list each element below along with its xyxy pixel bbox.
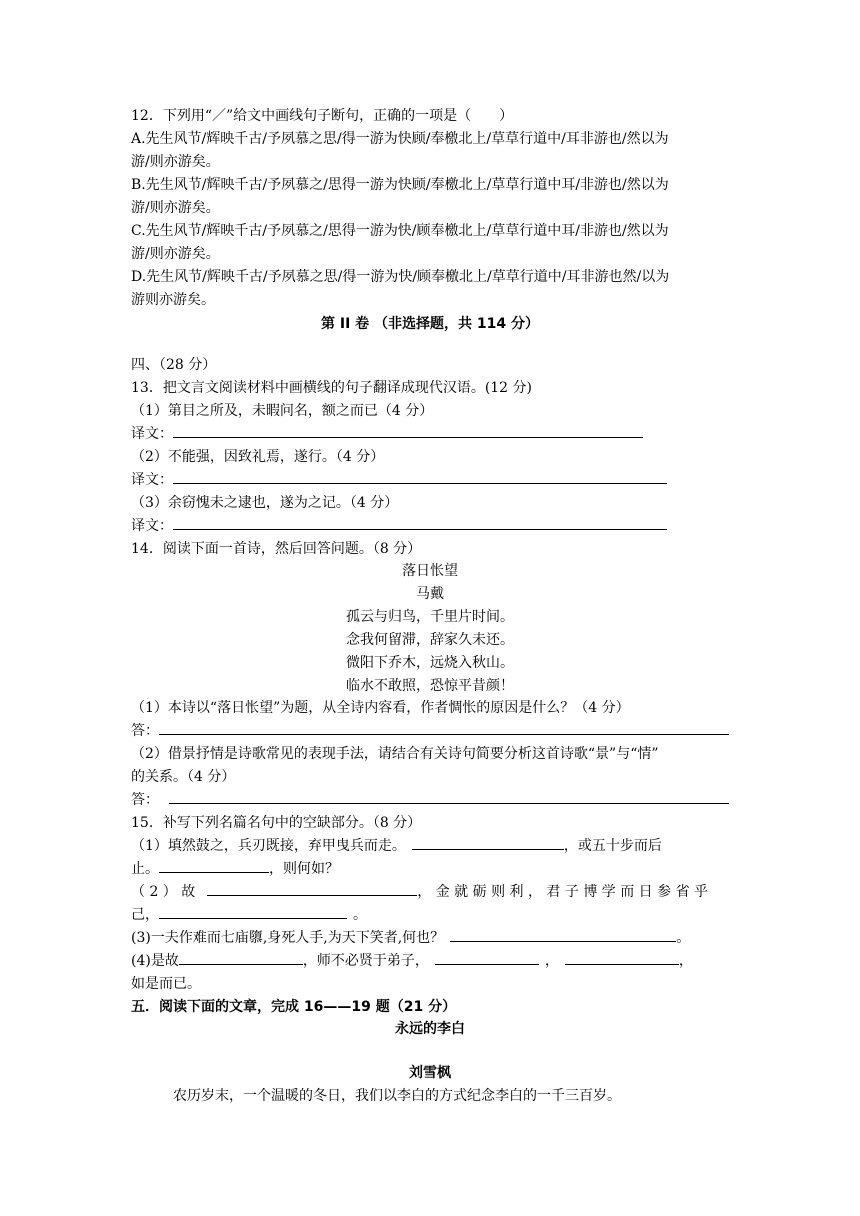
q15-text: ，师不必贤于弟子， bbox=[302, 953, 429, 969]
q15-line1 bbox=[131, 835, 662, 857]
q15-line3 bbox=[131, 881, 708, 903]
q13-answer2 bbox=[131, 469, 667, 491]
q12-option-b-line2: 游/则亦游矣。 bbox=[131, 200, 220, 216]
q12-option-c-line1: C.先生风节/辉映千古/予夙慕之/思得一游为快/顾奉檄北上/草草行道中耳/非游也/然以为 bbox=[131, 223, 669, 239]
q12-option-d-line2: 游则亦游矣。 bbox=[131, 292, 215, 308]
fill-blank[interactable] bbox=[159, 858, 269, 873]
translation-label: 译文： bbox=[131, 426, 173, 442]
fill-blank[interactable] bbox=[179, 950, 303, 965]
answer-line[interactable] bbox=[173, 469, 667, 484]
q12-option-a-line2: 游/则亦游矣。 bbox=[131, 154, 220, 170]
q15-text: ，则何如？ bbox=[269, 861, 339, 877]
fill-blank[interactable] bbox=[207, 881, 417, 896]
poem-author: 马戴 bbox=[416, 586, 444, 602]
fill-blank[interactable] bbox=[159, 904, 347, 919]
part5-heading: 五．阅读下面的文章，完成 16——19 题（21 分） bbox=[131, 999, 457, 1015]
article-author: 刘雪枫 bbox=[409, 1065, 451, 1081]
q14-sub2-line2: 的关系。（4 分） bbox=[131, 769, 236, 785]
q13-stem: 13．把文言文阅读材料中画横线的句子翻译成现代汉语。(12 分) bbox=[131, 380, 533, 396]
article-title: 永远的李白 bbox=[395, 1021, 465, 1037]
q13-sub1: （1）第目之所及，未暇问名，额之而已（4 分） bbox=[131, 403, 434, 419]
answer-line[interactable] bbox=[159, 720, 729, 735]
translation-label: 译文： bbox=[131, 472, 173, 488]
q15-text: （1）填然鼓之，兵刃既接，弃甲曳兵而走。 bbox=[131, 838, 406, 854]
poem-line: 念我何留滞，辞家久未还。 bbox=[346, 632, 514, 648]
answer-line[interactable] bbox=[173, 423, 643, 438]
q15-text: ， 金 就 砺 则 利 ， 君 子 博 学 而 日 参 省 乎 bbox=[417, 884, 709, 900]
q15-line6 bbox=[131, 950, 693, 972]
q12-option-c-line2: 游/则亦游矣。 bbox=[131, 246, 220, 262]
q14-sub2-line1: （2）借景抒情是诗歌常见的表现手法，请结合有关诗句简要分析这首诗歌“景”与“情” bbox=[131, 746, 659, 762]
q12-option-b-line1: B.先生风节/辉映千古/予夙慕之/思得一游为快顾/奉檄北上/草草行道中耳/非游也/然以为 bbox=[131, 177, 669, 193]
q15-text: (3)一夫作难而七庙隳,身死人手,为天下笑者,何也？ bbox=[131, 930, 445, 946]
q15-text: 己， bbox=[131, 907, 159, 923]
q15-text: 止。 bbox=[131, 861, 159, 877]
q15-line5 bbox=[131, 927, 690, 949]
q15-text: ， bbox=[678, 953, 693, 969]
fill-blank[interactable] bbox=[450, 927, 676, 942]
q15-text: （ 2 ） 故 bbox=[131, 884, 196, 900]
fill-blank[interactable] bbox=[435, 950, 539, 965]
q12-option-a-line1: A.先生风节/辉映千古/予夙慕之思/得一游为快顾/奉檄北上/草草行道中/耳非游也/然以为 bbox=[131, 131, 669, 147]
q15-text: ，或五十步而后 bbox=[563, 838, 662, 854]
answer-label: 答： bbox=[131, 723, 159, 739]
q15-text: 。 bbox=[676, 930, 691, 946]
q13-sub3: （3）余窃愧未之逮也，遂为之记。（4 分） bbox=[131, 495, 399, 511]
q14-answer2 bbox=[131, 789, 729, 811]
q14-sub1: （1）本诗以“落日怅望”为题，从全诗内容看，作者惆怅的原因是什么？（4 分） bbox=[131, 700, 630, 716]
q12-option-d-line1: D.先生风节/辉映千古/予夙慕之思/得一游为快/顾奉檄北上/草草行道中/耳非游也然/以为 bbox=[131, 269, 670, 285]
section2-title: 第 II 卷 （非选择题，共 114 分） bbox=[320, 316, 539, 332]
q13-answer3 bbox=[131, 515, 667, 537]
part4-heading: 四、（28 分） bbox=[131, 357, 217, 373]
q15-line2 bbox=[131, 858, 339, 880]
fill-blank[interactable] bbox=[412, 835, 564, 850]
poem-line: 孤云与归鸟，千里片时间。 bbox=[346, 609, 514, 625]
answer-label: 答： bbox=[131, 792, 159, 808]
q15-text: (4)是故 bbox=[131, 953, 179, 969]
q12-stem: 12．下列用“／”给文中画线句子断句，正确的一项是（ ） bbox=[131, 108, 514, 124]
q15-text: 。 bbox=[353, 907, 367, 923]
fill-blank[interactable] bbox=[565, 950, 679, 965]
q15-stem: 15．补写下列名篇名句中的空缺部分。（8 分） bbox=[131, 815, 422, 831]
q14-answer1 bbox=[131, 720, 729, 742]
translation-label: 译文： bbox=[131, 518, 173, 534]
q13-sub2: （2）不能强，因致礼焉，遂行。（4 分） bbox=[131, 449, 385, 465]
poem-line: 临水不敢照，恐惊平昔颜！ bbox=[346, 678, 514, 694]
q15-text: ， bbox=[544, 953, 559, 969]
q15-line4 bbox=[131, 904, 367, 926]
poem-title: 落日怅望 bbox=[402, 563, 458, 579]
q15-line7: 如是而已。 bbox=[131, 976, 201, 992]
q14-stem: 14．阅读下面一首诗，然后回答问题。（8 分） bbox=[131, 541, 422, 557]
article-first-paragraph: 农历岁末，一个温暖的冬日，我们以李白的方式纪念李白的一千三百岁。 bbox=[173, 1088, 621, 1104]
answer-line[interactable] bbox=[169, 789, 729, 804]
answer-line[interactable] bbox=[173, 515, 667, 530]
q13-answer1 bbox=[131, 423, 643, 445]
poem-line: 微阳下乔木，远烧入秋山。 bbox=[346, 655, 514, 671]
